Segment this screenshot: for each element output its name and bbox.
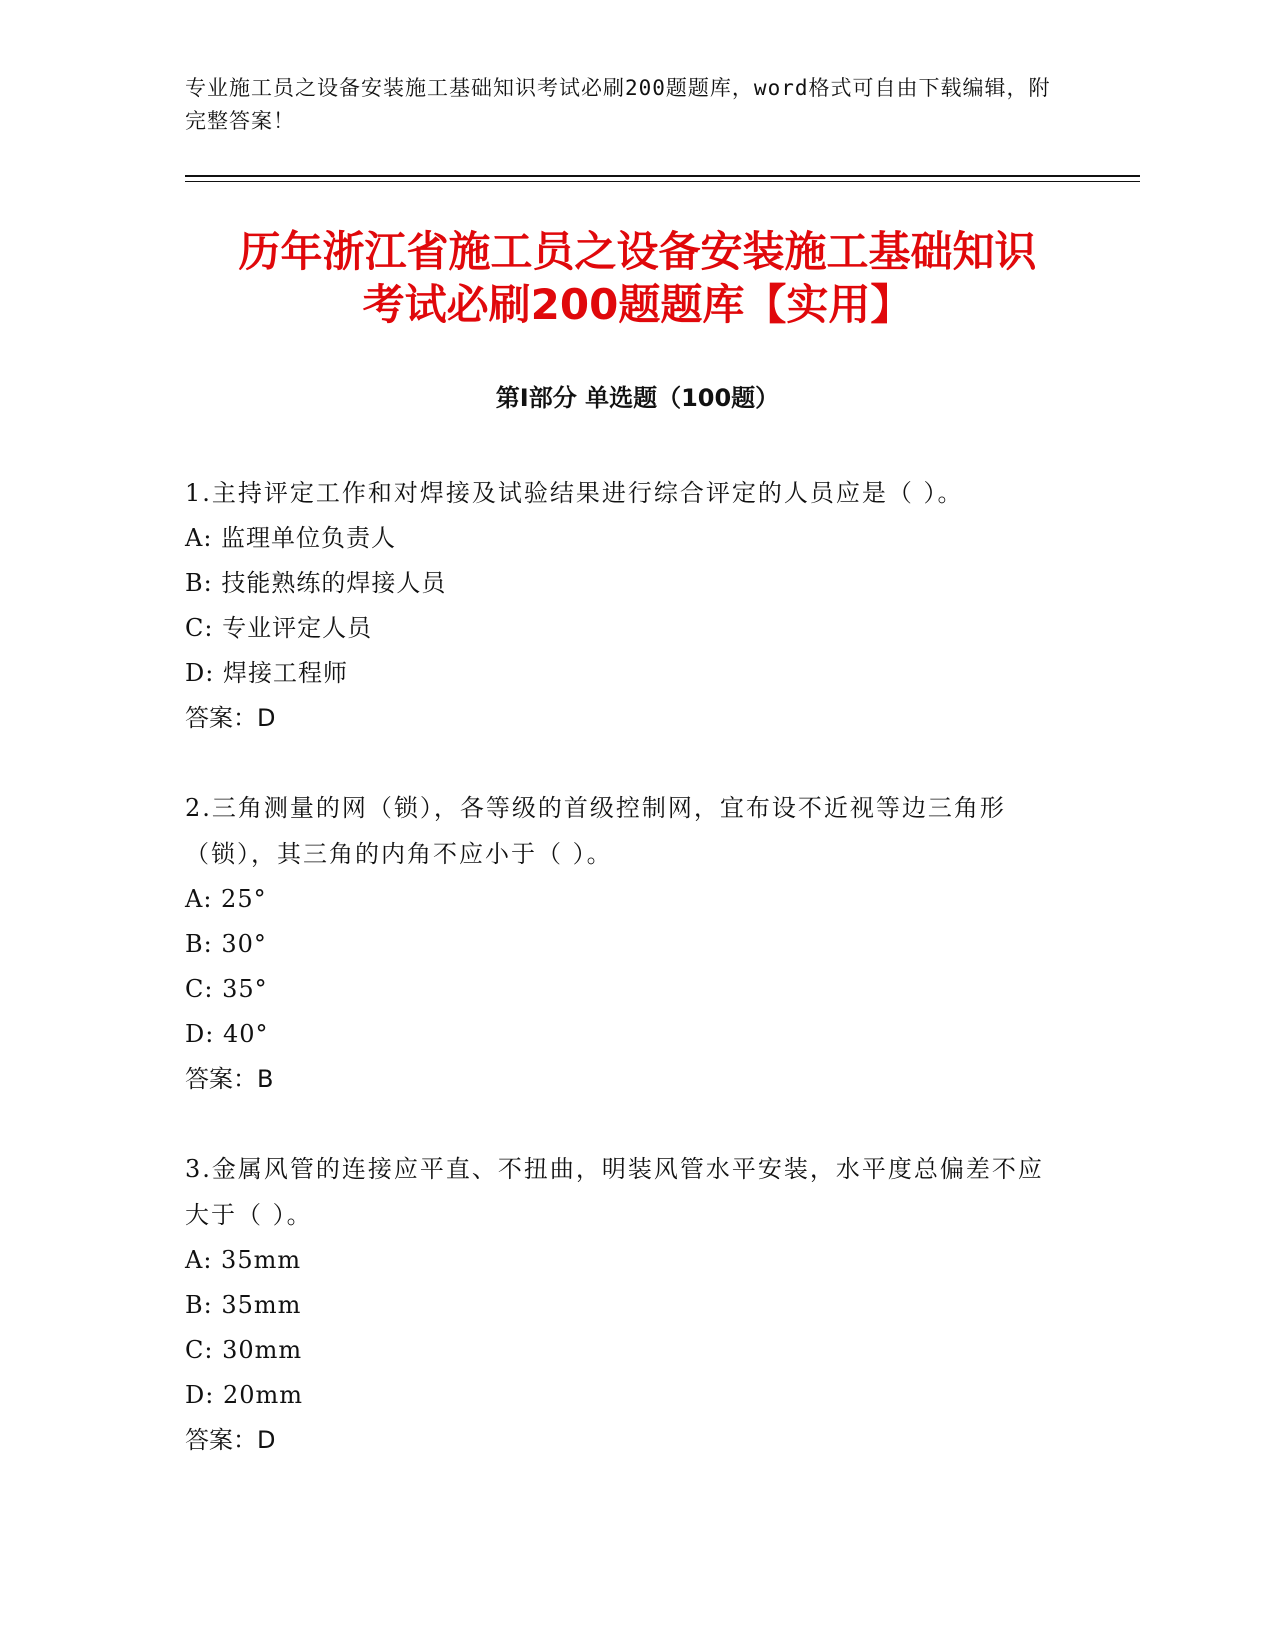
option-a: A: 35mm [185,1246,302,1274]
header-rule-thick [185,175,1140,177]
intro-text: 专业施工员之设备安装施工基础知识考试必刷200题题库，word格式可自由下载编辑，附完整答案！ [185,76,1051,133]
question-1 [185,470,1055,741]
question-2 [185,785,1055,1102]
option-b: B: 技能熟练的焊接人员 [185,569,447,597]
question-3 [185,1146,1055,1463]
question-list [185,470,1055,1507]
document-title [110,225,1165,331]
option-d: D: 焊接工程师 [185,659,348,687]
question-stem: 3.金属风管的连接应平直、不扭曲，明装风管水平安装，水平度总偏差不应大于（ ）。 [185,1155,1044,1229]
option-a: A: 监理单位负责人 [185,524,397,552]
option-d: D: 20mm [185,1381,304,1409]
section-heading: 第I部分 单选题（100题） [495,384,780,412]
question-stem: 2.三角测量的网（锁），各等级的首级控制网，宜布设不近视等边三角形（锁），其三角的内角不应小于（ ）。 [185,794,1006,868]
answer: 答案：D [185,704,276,732]
document-title-line-2: 考试必刷200题题库【实用】 [362,280,913,329]
option-c: C: 30mm [185,1336,303,1364]
header-rule-thin [185,181,1140,182]
answer: 答案：D [185,1426,276,1454]
option-d: D: 40° [185,1020,269,1048]
question-stem: 1.主持评定工作和对焊接及试验结果进行综合评定的人员应是（ ）。 [185,479,964,507]
answer: 答案：B [185,1065,274,1093]
option-c: C: 专业评定人员 [185,614,373,642]
option-b: B: 35mm [185,1291,302,1319]
option-a: A: 25° [185,885,267,913]
option-c: C: 35° [185,975,268,1003]
option-b: B: 30° [185,930,267,958]
document-title-line-1: 历年浙江省施工员之设备安装施工基础知识 [238,227,1037,276]
